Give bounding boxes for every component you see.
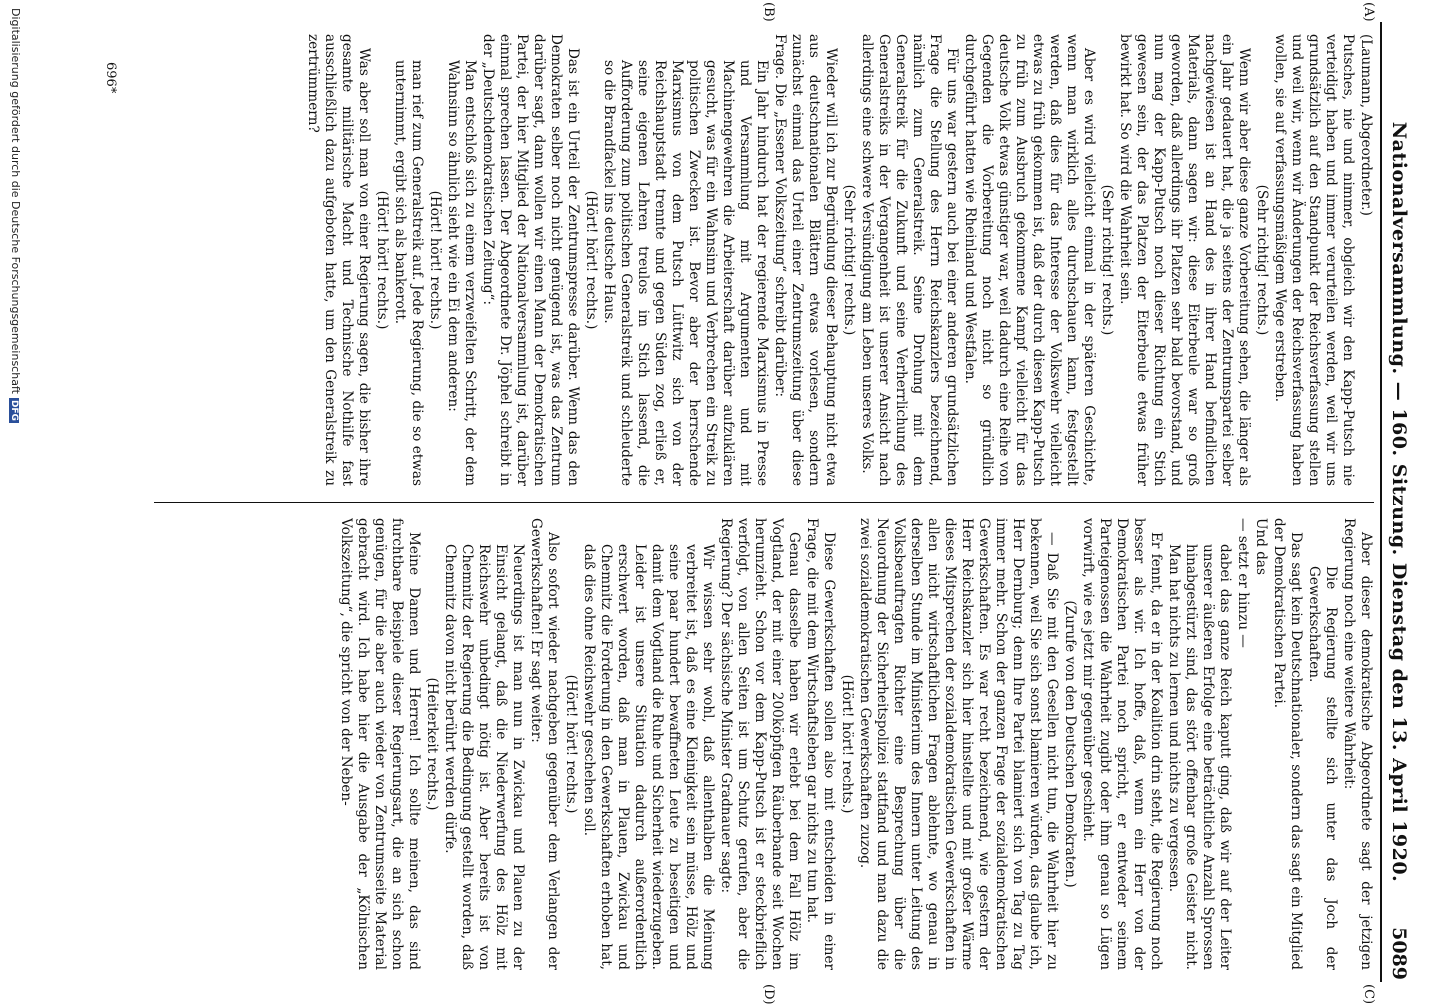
digitization-credit [9, 8, 22, 423]
interjection: (Zurufe von den Deutschen Demokraten.) [1062, 600, 1078, 888]
interjection: (Hört! hört! rechts.) [583, 190, 599, 330]
speaker-label: (Laumann, Abgeordneter.) [1358, 34, 1374, 216]
interjection: (Hört! hört! rechts.) [374, 190, 390, 330]
quotation: Wir wissen sehr wohl, daß allenthalben die Meinung verbreitet ist, daß es eine Kleinigkeit sein müsse, Hölz und seine paar hundert bewaffneten Leute zu beseitigen und damit dem Vogtland die Ruhe und Sicherheit wiederzugeben. Leider ist unsere Situation dadurch außerordentlich erschwert worden, daß man in Plauen, Zwickau und Chemnitz die Forderung in den Gewerkschaften erhoben hat, daß dies ohne Reichswehr geschehen soll. [581, 544, 716, 970]
aside: — setzt er hinzu — [1235, 518, 1251, 648]
paragraph: Wieder will ich zur Begründung dieser Behauptung nicht etwa aus deutschnationalen Blättern etwas vorlesen, sondern zunächst einmal das Urteil einer Zentrumszeitung über diese Frage. Die „Essener Volkszeitung“ schreibt darüber: [772, 34, 839, 486]
margin-mark-c: (C) [1361, 984, 1376, 1005]
dfg-logo: DFG [9, 399, 19, 421]
paragraph: Und das [1253, 518, 1269, 576]
signature-mark: 696* [103, 62, 118, 94]
page-title: Nationalversammlung. — 160. Sitzung. Dienstag den 13. April 1920. [1388, 121, 1410, 883]
interjection: (Hört! hört! rechts.) [563, 674, 579, 814]
interjection: (Sehr richtig! rechts.) [1099, 184, 1115, 336]
margin-mark-a: (A) [1361, 2, 1376, 22]
quotation: dabei das ganze Reich kaputt ging, daß wir auf der Leiter unserer äußeren Erfolge eine beträchtliche Anzahl Sprossen hinabgestürzt sind, das stört offenbar große Geister nicht. Man hat nichts zu lernen und nichts zu vergessen. [1166, 544, 1233, 970]
margin-mark-d: (D) [761, 984, 776, 1005]
credit-text: Digitalisierung gefördert durch die Deutsche Forschungsgemeinschaft [9, 8, 22, 394]
paragraph: Er fennt, da er in der Koalition drin steht, die Regierung noch besser als wir. Ich hoffe, daß, wenn ein Herr von der Demokratischen Partei noch spricht, er entweder seinem Parteigenossen die Wahrheit zugibt oder ihm genau so Lügen vorwirft, wie es jetzt mir gegenüber geschieht. [1080, 518, 1164, 970]
column-divider [154, 502, 1374, 503]
quotation: Ein Jahr hindurch hat der regierende Marxismus in Presse und Versammlung mit Argumenten und mit Machinengewehren die Arbeiterschaft darüber aufzuklären gesucht, was für ein Wahnsinn und Verbrechen ein Streik zu politischen Zwecken ist. Bevor aber der herrschende Marxismus von dem Putsch Lüttwitz sich von der Reichshauptstadt trennte und gegen Süden zog, erließ er, seine eigenen Lehren treulos im Stich lassend, die Aufforderung zum politischen Generalstreik und schleuderte so die Brandfackel ins deutsche Haus. [601, 60, 770, 486]
paragraph: Aber es wird vielleicht einmal in der späteren Geschichte, wenn man wirklich alles durchschauen kann, festgestellt werden, daß dies für das Interesse der Volkswehr vielleicht etwas zu früh gekommen ist, daß der durch diesen Kapp-Putsch zu früh zum Ausbruch gekommene Kampf vielleicht für das deutsche Volk etwas günstiger war, weil dadurch eine Reihe von Gegenden die Vorbereitung noch nicht so gründlich durchgeführt hatten wie Rheinland und Westfalen. [962, 34, 1097, 486]
interjection: (Sehr richtig! rechts.) [841, 184, 857, 336]
left-column [144, 34, 1374, 486]
paragraph: Also sofort wieder nachgeben gegenüber dem Verlangen der Gewerkschaften! Er sagt weiter: [528, 518, 561, 970]
paragraph: Putsches, nie und nimmer, obgleich wir den Kapp-Putsch nie verteidigt haben und immer verurteilen werden, weil wir uns grundsätzlich auf den Standpunkt der Reichsverfassung stellen und weil wir, wenn wir Änderungen der Reichsverfassung haben wollen, sie auf verfassungsmäßigem Wege erstreben. [1272, 34, 1356, 486]
quotation: man rief zum Generalstreik auf. Jede Regierung, die so etwas unternimmt, ergibt sich als bankerott. [392, 60, 425, 486]
interjection: (Hört! hört! rechts.) [839, 674, 855, 814]
paragraph: Für uns war gestern auch bei einer anderen grundsätzlichen Frage die Stellung des Herrn Reichskanzlers bezeichnend, nämlich zum Generalstreik. Seine Drohung mit dem Generalstreik für die Zukunft und seine Verherrlichung des Generalstreiks in der Vergangenheit ist unserer Ansicht nach allerdings eine schwere Versündigung am Leben unseres Volks. [859, 34, 960, 486]
quotation: Man entschloß sich zu einem verzweifelten Schritt, der dem Wahnsinn so ähnlich sieht wie ein Ei dem anderen: [445, 60, 478, 486]
quotation: Die Regierung stellte sich unter das Joch der Gewerkschaften. [1306, 566, 1339, 970]
paragraph: Das ist ein Urteil der Zentrumspresse darüber. Wenn das den Demokraten selber noch nicht genügend ist, was das Zentrum darüber sagt, dann wollen wir einen Mann der Demokratischen Partei, der hier Mitglied der Nationalversammlung ist, darüber einmal sprechen lassen. Der Abgeordnete Dr. Jöphel schreibt in der „Deutschdemokratischen Zeitung“: [480, 34, 581, 486]
interjection: (Sehr richtig! rechts.) [1254, 184, 1270, 336]
page-number: 5089 [1388, 927, 1410, 980]
right-column [144, 518, 1374, 970]
interjection: (Hört! hört! rechts.) [427, 190, 443, 330]
paragraph: Was aber soll man von einer Regierung sagen, die bisher ihre gesamte militärische Macht und Technische Nothilfe fast ausschließlich dazu aufgeboten hatte, um den Generalstreik zu zertrümmern? [305, 34, 372, 486]
margin-mark-b: (B) [761, 2, 776, 22]
page-header [1380, 22, 1416, 982]
paragraph: Meine Damen und Herren! Ich sollte meinen, das sind furchtbare Beispiele dieser Regierungsart, die an sich schon genügen, für die aber auch wieder von Zentrumsseite Material gebracht wird. Ich habe hier die Ausgabe der „Kölnischen Volkszeitung“, die spricht von der Neben- [338, 518, 422, 970]
paragraph: Genau dasselbe haben wir erlebt bei dem Fall Hölz im Vogtland, der mit einer 200köpfigen Räuberbande seit Wochen herumzieht. Schon vor dem Kapp-Putsch ist er steckbrieflich verfolgt, von allen Seiten ist um Schutz gerufen, aber die Regierung? Der sächsische Minister Gradnauer sagte: [718, 518, 802, 970]
paragraph: Das sagt kein Deutschnationaler, sondern das sagt ein Mitglied der Demokratischen Partei. [1271, 518, 1304, 970]
newspaper-page [103, 2, 1416, 1005]
paragraph: — Daß Sie mit den Gesellen nicht tun, die Wahrheit hier zu bekennen, weil Sie sich sonst blamieren würden, das glaube ich, Herr Dernburg; denn Ihre Partei blamiert sich von Tag zu Tag immer mehr. Schon der ganzen Frage der sozialdemokratischen Gewerkschaften. Es war recht bezeichnend, wie gestern der Herr Reichskanzler sich hier hinstellte und mit großer Wärme dieses Mitsprechen der sozialdemokratischen Gewerkschaften in allen nicht wirtschaftlichen Fragen ablehnte, wo genau in derselben Stunde im Ministerium des Innern unter Leitung des Volksbeauftragten Richter eine Besprechung über die Neuordnung der Sicherheitspolizei stattfand und man dazu die zwei sozialdemokratischen Gewerkschaften zuzog. [857, 518, 1060, 970]
paragraph: Diese Gewerkschaften sollen also mit entscheiden in einer Frage, die mit dem Wirtschaftsleben gar nichts zu tun hat. [804, 518, 837, 970]
interjection: (Heiterkeit rechts.) [424, 677, 440, 811]
quotation: Neuerdings ist man nun in Zwickau und Plauen zu der Einsicht gelangt, daß die Niederwerfung des Hölz mit Reichswehr unbedingt nötig ist. Aber bereits ist von Chemnitz der Regierung die Bedingung gestellt worden, daß Chemnitz davon nicht berührt werden dürfe. [442, 544, 526, 970]
paragraph: Wenn wir aber diese ganze Vorbereitung sehen, die länger als ein Jahr gedauert hat, die ja seitens der Zentrumspartei selber nachgewiesen ist an Hand des in ihrer Hand befindlichen Materials, dann sagen wir: diese Eiterbeule war so groß geworden, daß allerdings ihr Platzen sehr bald bevorstand, und nun mag der Kapp-Putsch noch dieser Richtung ein Stich gewesen sein, der das Platzen der Eiterbeule etwas früher bewirkt hat. So wird die Wahrheit sein. [1117, 34, 1252, 486]
paragraph: Aber dieser demokratische Abgeordnete sagt der jetzigen Regierung noch eine weitere Wahrheit: [1341, 518, 1374, 970]
